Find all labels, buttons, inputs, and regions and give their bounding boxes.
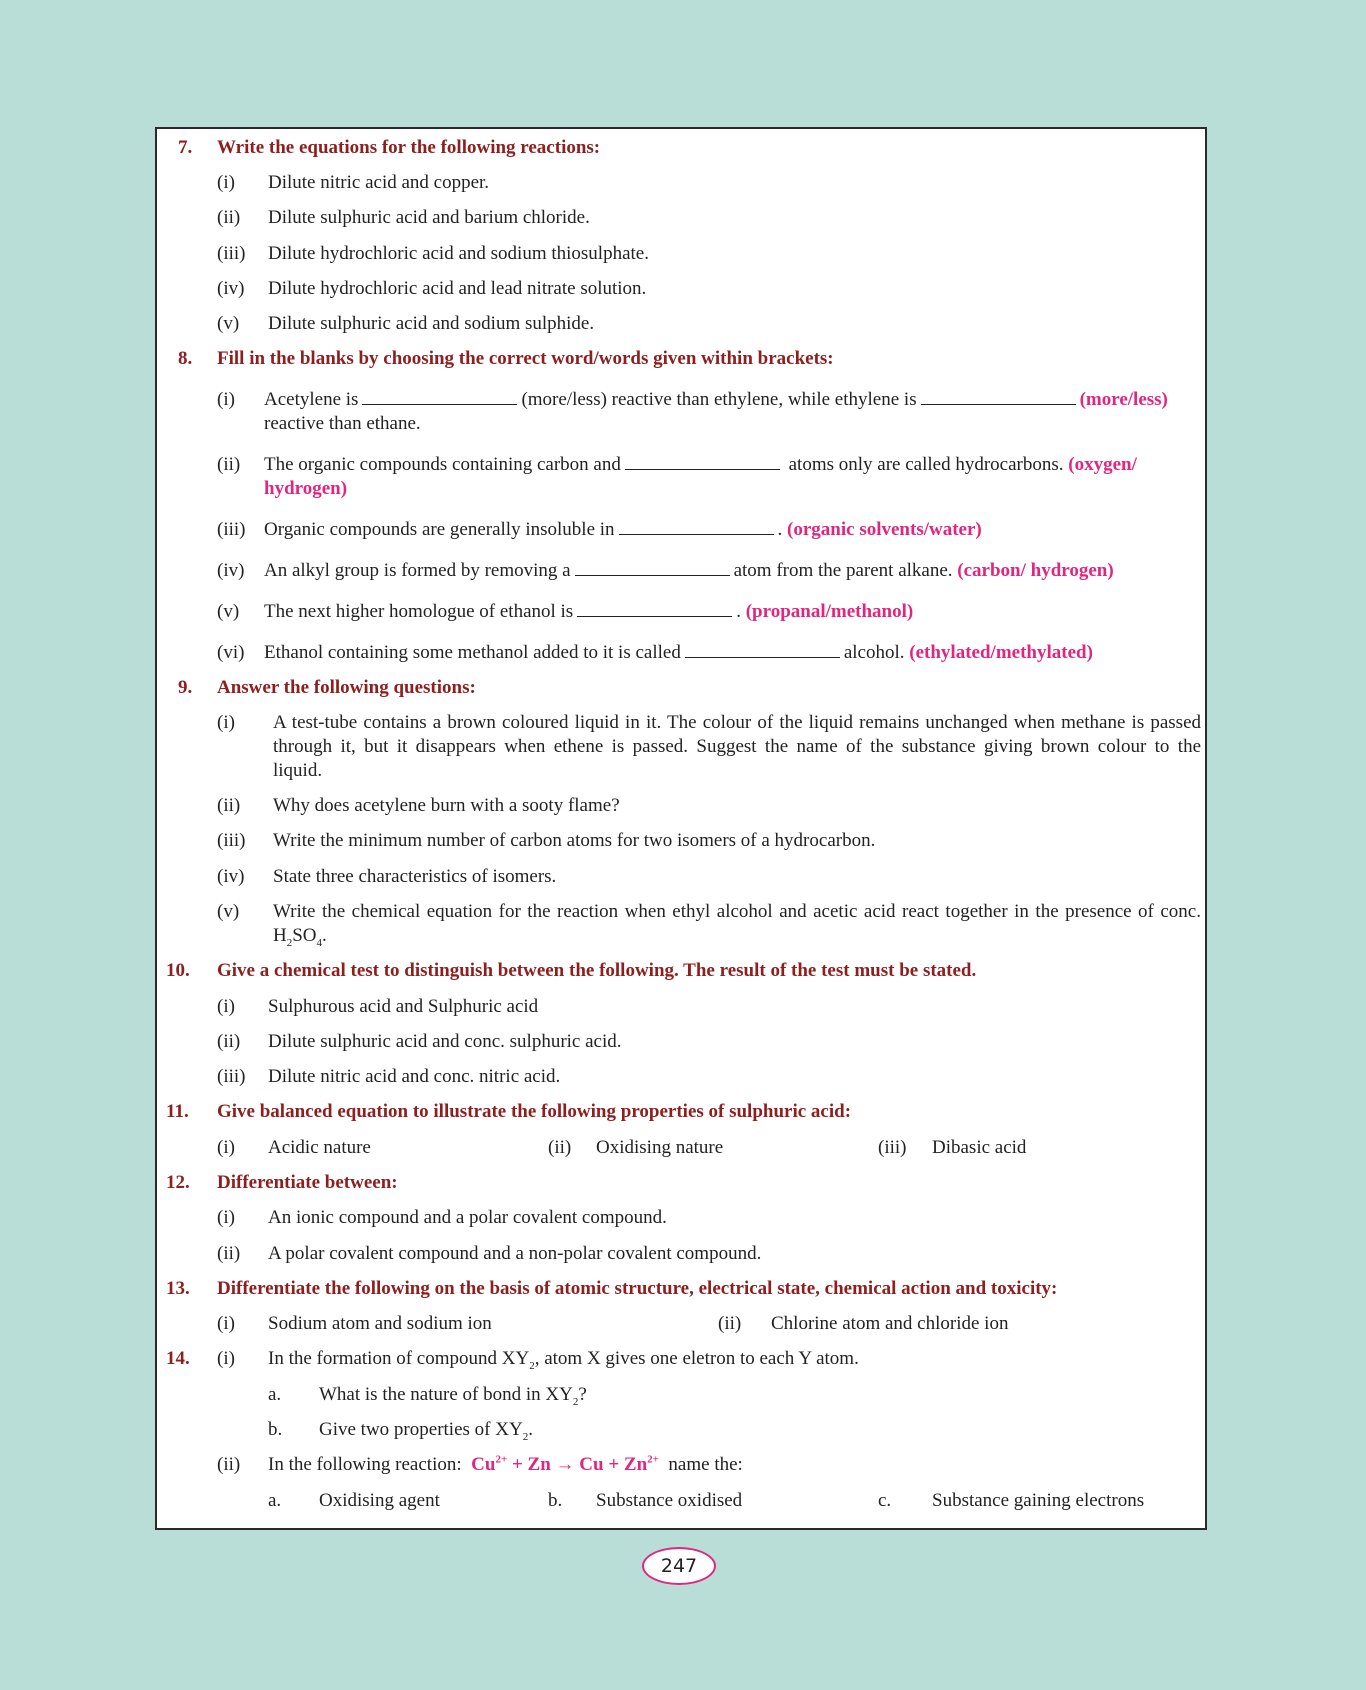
q14-ib-text: Give two properties of $XY_2$. [319,1419,533,1443]
q10-item-num: (i) [217,996,235,1017]
q8-iii-num: (iii) [217,519,246,540]
q10-item-text: Sulphurous acid and Sulphuric acid [268,996,539,1017]
q8-v-options: (propanal/methanol) [745,601,914,622]
page-number: 247 [642,1547,716,1585]
q8-ii-num: (ii) [217,454,241,475]
q8-ii-line1: The organic compounds containing carbon and atoms only are called hydrocarbons. (oxygen/ [264,454,1137,475]
q8-iv-num: (iv) [217,560,245,581]
q9-v-num: (v) [217,901,240,922]
q10-title: Give a chemical test to distinguish between the following. The result of the test must be stated. [217,960,977,981]
q7-item-text: Dilute hydrochloric acid and lead nitrate solution. [268,278,647,299]
q9-i-line2: through it, but it disappears when ethene is passed. Suggest the name of the substance giving brown colour to the [273,736,1201,757]
q9-i-num: (i) [217,712,235,733]
reaction-equation: $Cu^{2+} + Zn \to Cu + Zn^{2+}$ [471,1453,659,1475]
q12-number: 12. [166,1172,190,1193]
q11-item-text: Oxidising nature [596,1137,724,1158]
q12-item-text: A polar covalent compound and a non-polar covalent compound. [268,1243,762,1264]
q10-item-num: (ii) [217,1031,241,1052]
q9-v-line1: Write the chemical equation for the reaction when ethyl alcohol and acetic acid react together in the presence of conc. [273,901,1201,922]
q9-i-line1: A test-tube contains a brown coloured liquid in it. The colour of the liquid remains unchanged when methane is passed [273,712,1201,733]
q13-item-num: (i) [217,1313,235,1334]
q8-vi-options: (ethylated/methylated) [909,642,1093,663]
q14-opt-text: Oxidising agent [319,1490,440,1511]
q11-item-num: (iii) [878,1137,907,1158]
q13-number: 13. [166,1278,190,1299]
q14-opt-text: Substance gaining electrons [932,1490,1145,1511]
q8-vi-num: (vi) [217,642,245,663]
answer-blank [921,392,1076,405]
q9-iii-text: Write the minimum number of carbon atoms for two isomers of a hydrocarbon. [273,830,876,851]
q8-iv-options: (carbon/ hydrogen) [957,560,1114,581]
q10-item-num: (iii) [217,1066,246,1087]
q7-item-text: Dilute sulphuric acid and sodium sulphide. [268,313,595,334]
q13-title: Differentiate the following on the basis of atomic structure, electrical state, chemical action and toxicity: [217,1278,1058,1299]
q8-i-num: (i) [217,389,235,410]
q8-ii-options: (oxygen/ [1068,454,1137,475]
q11-item-num: (ii) [548,1137,572,1158]
q12-item-num: (ii) [217,1243,241,1264]
question-box [155,127,1207,1530]
q10-number: 10. [166,960,190,981]
q8-v-line: The next higher homologue of ethanol is . (propanal/methanol) [264,601,914,622]
q9-ii-num: (ii) [217,795,241,816]
q7-item-text: Dilute hydrochloric acid and sodium thiosulphate. [268,243,649,264]
q7-number: 7. [178,137,193,158]
q9-iii-num: (iii) [217,830,246,851]
q13-item-num: (ii) [718,1313,742,1334]
q12-item-num: (i) [217,1207,235,1228]
q14-ia-text: What is the nature of bond in $XY_2$? [319,1384,587,1408]
q9-iv-num: (iv) [217,866,245,887]
q10-item-text: Dilute sulphuric acid and conc. sulphuric acid. [268,1031,622,1052]
q8-vi-line: Ethanol containing some methanol added to it is called alcohol. (ethylated/methylated) [264,642,1093,663]
q9-v-formula: $H_2SO_4$. [273,925,327,949]
q7-title: Write the equations for the following reactions: [217,137,601,158]
q14-ii-text: In the following reaction: $Cu^{2+} + Zn \to Cu + Zn^{2+}$ name the: [268,1453,743,1475]
q8-title: Fill in the blanks by choosing the correct word/words given within brackets: [217,348,834,369]
q9-ii-text: Why does acetylene burn with a sooty flame? [273,795,620,816]
answer-blank [685,645,840,658]
q11-number: 11. [166,1101,189,1122]
q12-item-text: An ionic compound and a polar covalent compound. [268,1207,667,1228]
q14-opt-num: b. [548,1490,563,1511]
q8-i-line1: Acetylene is (more/less) reactive than ethylene, while ethylene is (more/less) [264,389,1168,410]
q7-item-num: (iii) [217,243,246,264]
q9-number: 9. [178,677,193,698]
q14-ib-num: b. [268,1419,283,1440]
q14-opt-text: Substance oxidised [596,1490,743,1511]
q14-opt-num: a. [268,1490,282,1511]
answer-blank [619,522,774,535]
q9-iv-text: State three characteristics of isomers. [273,866,557,887]
q14-opt-num: c. [878,1490,892,1511]
q8-iii-options: (organic solvents/water) [787,519,982,540]
q11-item-text: Acidic nature [268,1137,371,1158]
q11-item-num: (i) [217,1137,235,1158]
q8-v-num: (v) [217,601,240,622]
q7-item-num: (v) [217,313,240,334]
q14-number: 14. [166,1348,190,1369]
answer-blank [362,392,517,405]
q8-number: 8. [178,348,193,369]
q11-title: Give balanced equation to illustrate the following properties of sulphuric acid: [217,1101,852,1122]
q8-i-line2: reactive than ethane. [264,413,421,434]
q7-item-num: (iv) [217,278,245,299]
q9-i-line3: liquid. [273,760,323,781]
q11-item-text: Dibasic acid [932,1137,1027,1158]
q8-iv-line: An alkyl group is formed by removing a atom from the parent alkane. (carbon/ hydrogen) [264,560,1114,581]
q14-ia-num: a. [268,1384,282,1405]
answer-blank [577,604,732,617]
q10-item-text: Dilute nitric acid and conc. nitric acid. [268,1066,561,1087]
q14-i-num: (i) [217,1348,235,1369]
q8-ii-options-line2: hydrogen) [264,478,348,499]
q7-item-num: (i) [217,172,235,193]
answer-blank [625,457,780,470]
q8-iii-line: Organic compounds are generally insoluble in . (organic solvents/water) [264,519,982,540]
q7-item-num: (ii) [217,207,241,228]
q12-title: Differentiate between: [217,1172,398,1193]
q9-title: Answer the following questions: [217,677,476,698]
answer-blank [575,563,730,576]
q7-item-text: Dilute sulphuric acid and barium chloride. [268,207,590,228]
q13-item-text: Chlorine atom and chloride ion [771,1313,1009,1334]
q7-item-text: Dilute nitric acid and copper. [268,172,490,193]
q14-ii-num: (ii) [217,1454,241,1475]
q14-i-text: In the formation of compound $XY_2$, atom X gives one eletron to each Y atom. [268,1348,859,1372]
q8-i-options: (more/less) [1079,389,1168,410]
q13-item-text: Sodium atom and sodium ion [268,1313,492,1334]
